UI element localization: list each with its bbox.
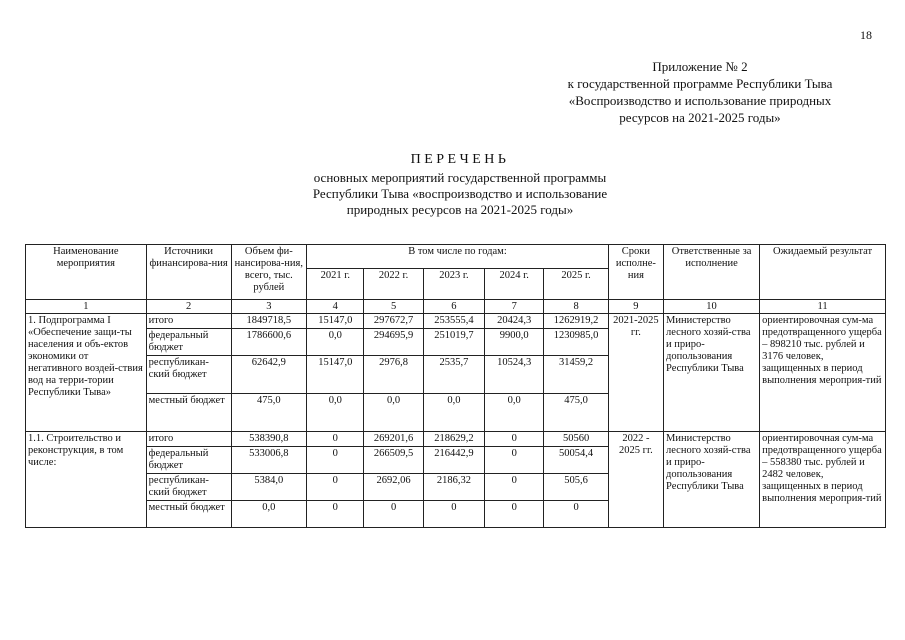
column-number: 8 [544,300,608,314]
source-cell: итого [146,314,231,329]
year-cell: 0,0 [423,394,484,432]
result-cell: ориентировочная сум-ма предотвращенного ущерба – 558380 тыс. рублей и 2482 человек, защищенных в период выполнения мероприя-тий [760,432,886,528]
header-year-2024: 2024 г. [485,269,544,300]
year-cell: 0 [485,447,544,474]
title-heading: ПЕРЕЧЕНЬ [410,152,510,167]
year-cell: 50560 [544,432,608,447]
year-cell: 269201,6 [364,432,423,447]
year-cell: 0 [544,501,608,528]
column-number: 11 [760,300,886,314]
year-cell: 253555,4 [423,314,484,329]
year-cell: 0 [307,432,364,447]
total-cell: 538390,8 [231,432,307,447]
column-number: 4 [307,300,364,314]
header-volume: Объем фи-нансирова-ния, всего, тыс. рублей [231,245,307,300]
source-cell: республикан-ский бюджет [146,474,231,501]
appendix-line-1: Приложение № 2 [652,59,748,74]
year-cell: 15147,0 [307,314,364,329]
total-cell: 0,0 [231,501,307,528]
header-year-2021: 2021 г. [307,269,364,300]
year-cell: 475,0 [544,394,608,432]
year-cell: 0 [307,474,364,501]
header-year-2025: 2025 г. [544,269,608,300]
source-cell: федеральный бюджет [146,447,231,474]
responsible-cell: Министерство лесного хозяй-ства и приро-допользования Республики Тыва [664,314,760,432]
deadline-cell: 2021-2025 гг. [608,314,663,432]
year-cell: 0,0 [364,394,423,432]
total-cell: 1786600,6 [231,329,307,356]
year-cell: 2976,8 [364,356,423,394]
year-cell: 1262919,2 [544,314,608,329]
source-cell: федеральный бюджет [146,329,231,356]
year-cell: 0,0 [307,329,364,356]
column-number: 5 [364,300,423,314]
year-cell: 10524,3 [485,356,544,394]
year-cell: 297672,7 [364,314,423,329]
year-cell: 0 [485,432,544,447]
appendix-line-2: к государственной программе Республики Тыва [567,76,833,91]
measures-table [25,244,886,528]
total-cell: 475,0 [231,394,307,432]
responsible-cell: Министерство лесного хозяй-ства и приро-допользования Республики Тыва [664,432,760,528]
header-year-2023: 2023 г. [423,269,484,300]
title-line-3: природных ресурсов на 2021-2025 годы» [346,202,574,217]
source-cell: местный бюджет [146,501,231,528]
year-cell: 216442,9 [423,447,484,474]
column-number: 10 [664,300,760,314]
source-cell: итого [146,432,231,447]
result-cell: ориентировочная сум-ма предотвращенного ущерба – 898210 тыс. рублей и 3176 человек, защищенных в период выполнения мероприя-тий [760,314,886,432]
column-number: 9 [608,300,663,314]
year-cell: 0 [485,474,544,501]
year-cell: 0,0 [485,394,544,432]
header-name: Наименование мероприятия [26,245,147,300]
year-cell: 20424,3 [485,314,544,329]
source-cell: республикан-ский бюджет [146,356,231,394]
year-cell: 0,0 [307,394,364,432]
year-cell: 0 [307,447,364,474]
year-cell: 2535,7 [423,356,484,394]
header-year-2022: 2022 г. [364,269,423,300]
total-cell: 533006,8 [231,447,307,474]
year-cell: 9900,0 [485,329,544,356]
table-row [26,432,886,447]
page-number: 18 [860,28,872,42]
title-line-2: Республики Тыва «воспроизводство и использование [312,186,608,201]
total-cell: 1849718,5 [231,314,307,329]
column-number: 7 [485,300,544,314]
year-cell: 1230985,0 [544,329,608,356]
total-cell: 5384,0 [231,474,307,501]
measure-name: 1. Подпрограмма I «Обеспечение защи-ты населения и объ-ектов экономики от негативного воздей-ствия вод на терри-тории Республики Тыва» [26,314,147,432]
year-cell: 31459,2 [544,356,608,394]
title-line-1: основных мероприятий государственной программы [313,170,607,185]
appendix-line-4: ресурсов на 2021-2025 годы» [619,110,781,125]
year-cell: 0 [307,501,364,528]
column-number: 2 [146,300,231,314]
header-responsible: Ответственные за исполнение [664,245,760,300]
column-number: 3 [231,300,307,314]
column-number: 6 [423,300,484,314]
header-by-years: В том числе по годам: [307,245,609,269]
measure-name: 1.1. Строительство и реконструкция, в том числе: [26,432,147,528]
year-cell: 505,6 [544,474,608,501]
header-result: Ожидаемый результат [760,245,886,300]
table-row [26,314,886,329]
year-cell: 218629,2 [423,432,484,447]
deadline-cell: 2022 - 2025 гг. [608,432,663,528]
column-number-row [26,300,886,314]
appendix-block [520,58,880,126]
document-title [200,152,720,218]
year-cell: 15147,0 [307,356,364,394]
column-number: 1 [26,300,147,314]
total-cell: 62642,9 [231,356,307,394]
year-cell: 2186,32 [423,474,484,501]
source-cell: местный бюджет [146,394,231,432]
appendix-line-3: «Воспроизводство и использование природных [568,93,832,108]
year-cell: 50054,4 [544,447,608,474]
header-deadline: Сроки исполне-ния [608,245,663,300]
year-cell: 294695,9 [364,329,423,356]
year-cell: 0 [364,501,423,528]
year-cell: 251019,7 [423,329,484,356]
header-sources: Источники финансирова-ния [146,245,231,300]
year-cell: 2692,06 [364,474,423,501]
year-cell: 0 [423,501,484,528]
year-cell: 266509,5 [364,447,423,474]
year-cell: 0 [485,501,544,528]
